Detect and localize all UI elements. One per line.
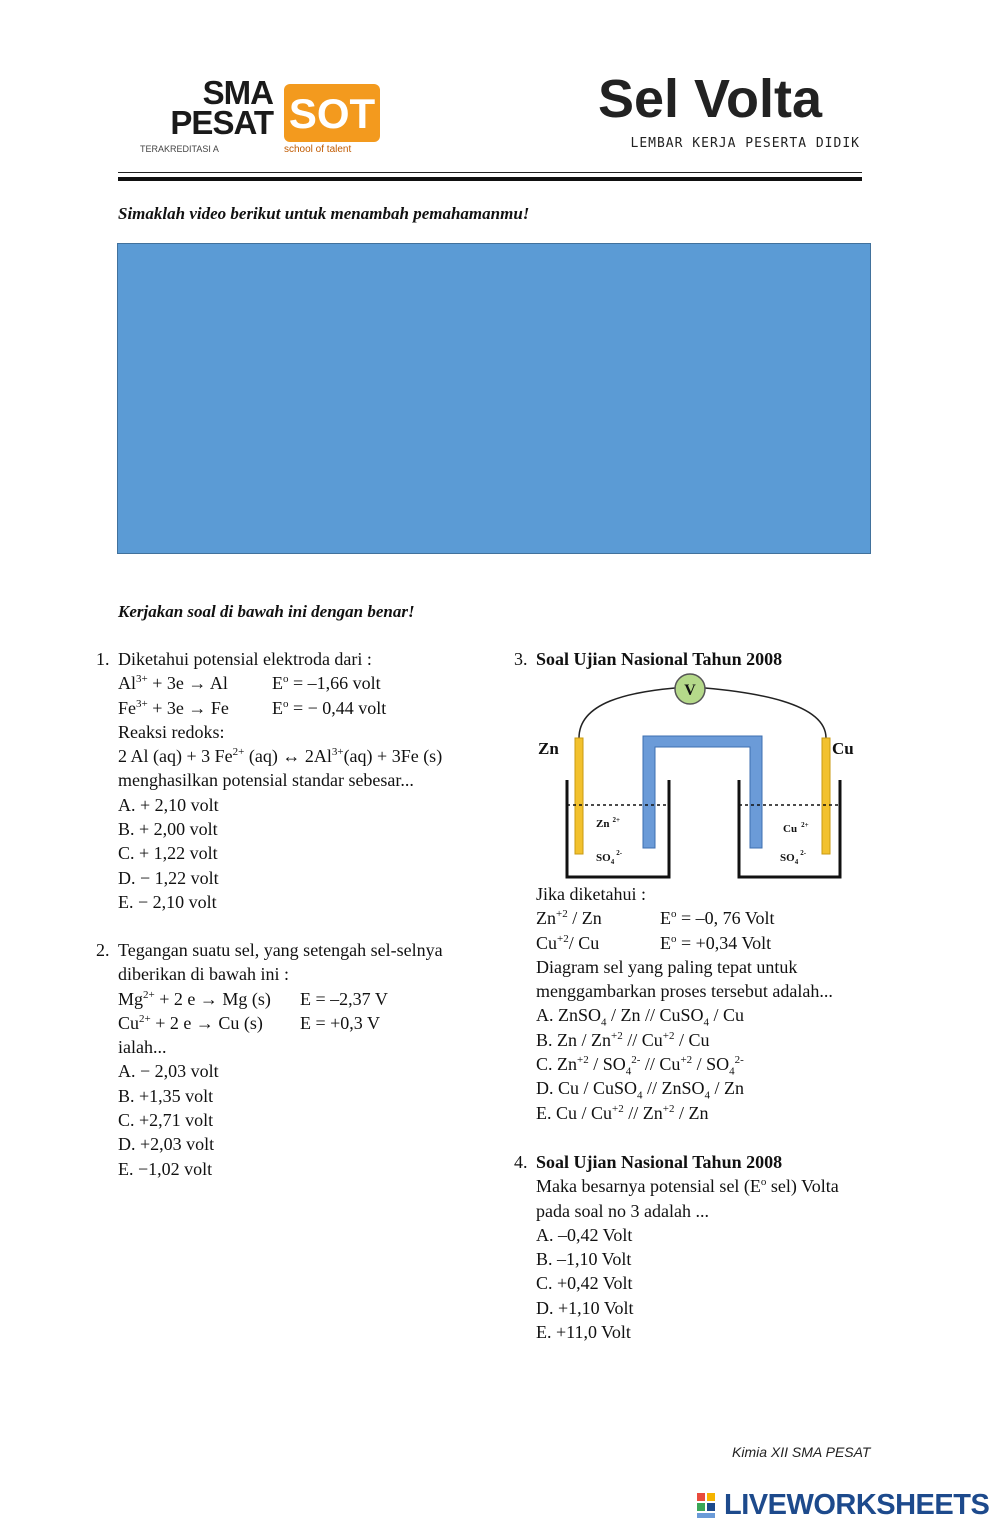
page-title: Sel Volta: [597, 69, 823, 129]
q1-half-reaction-2: $Fe^{3+} + 3e \to Fe$ $E^o$ = − 0,44 volt: [118, 697, 387, 718]
answer-option[interactable]: D. +1,10 Volt: [536, 1297, 634, 1318]
cu-electrode-label: Cu: [832, 739, 854, 758]
q1-intro: Diketahui potensial elektroda dari :: [118, 649, 372, 669]
answer-option[interactable]: A. − 2,03 volt: [118, 1061, 219, 1082]
video-placeholder[interactable]: [117, 243, 871, 554]
q4-line-2: pada soal no 3 adalah ...: [536, 1200, 709, 1221]
q1-question: menghasilkan potensial standar sebesar...: [118, 770, 414, 791]
logo-line-pesat: PESAT: [170, 104, 273, 141]
q3-question-line-2: menggambarkan proses tersebut adalah...: [536, 981, 833, 1002]
left-sulfate-label: $SO_4^{2-}$: [596, 849, 623, 866]
page-subtitle: LEMBAR KERJA PESERTA DIDIK: [630, 136, 860, 151]
sot-logo-icon: [282, 82, 382, 154]
answer-option[interactable]: B. + 2,00 volt: [118, 819, 218, 840]
q1-redox-label: Reaksi redoks:: [118, 721, 225, 742]
q2-ialah: ialah...: [118, 1037, 167, 1058]
voltmeter-label: V: [684, 682, 696, 699]
answer-option[interactable]: C. +0,42 Volt: [536, 1273, 633, 1294]
q4-line-1: Maka besarnya potensial sel ($E^o$ sel) Volta: [536, 1176, 839, 1197]
q3-question-line-1: Diagram sel yang paling tepat untuk: [536, 956, 798, 977]
school-logo-text: [148, 74, 273, 141]
right-sulfate-label: $SO_4^{2-}$: [780, 849, 807, 866]
logo-sot-text: SOT: [288, 90, 376, 137]
video-instruction: Simaklah video berikut untuk menambah pemahamanmu!: [118, 204, 530, 223]
answer-option[interactable]: A. ZnSO$_4$ / Zn // CuSO$_4$ / Cu: [536, 1005, 745, 1030]
question-1: [96, 647, 498, 914]
logo-line-sma: SMA: [202, 74, 273, 111]
question-number: 3.: [514, 649, 528, 669]
answer-option[interactable]: C. +2,71 volt: [118, 1110, 214, 1131]
q2-line-2: diberikan di bawah ini :: [118, 964, 289, 985]
answer-option[interactable]: B. –1,10 Volt: [536, 1249, 632, 1270]
q2-half-reaction-1: $Mg^{2+} + 2$ e → Mg (s) E = –2,37 V: [118, 988, 388, 1009]
answer-option[interactable]: C. $Zn^{+2} / SO_4^{2-} // Cu^{+2} / SO_4^{2-}$: [536, 1054, 744, 1078]
q3-title: Soal Ujian Nasional Tahun 2008: [536, 649, 783, 669]
liveworksheets-logo-icon: [697, 1493, 725, 1519]
question-3-header: [514, 647, 896, 671]
answer-option[interactable]: D. − 1,22 volt: [118, 867, 219, 888]
answer-option[interactable]: B. +1,35 volt: [118, 1085, 214, 1106]
q3-known-label: Jika diketahui :: [536, 884, 646, 904]
answer-option[interactable]: E. −1,02 volt: [118, 1158, 213, 1179]
salt-bridge: [643, 736, 762, 848]
answer-option[interactable]: B. Zn / $Zn^{+2} // Cu^{+2}$ / Cu: [536, 1029, 710, 1050]
logo-accreditation: TERAKREDITASI A: [140, 144, 219, 154]
answer-option[interactable]: C. + 1,22 volt: [118, 843, 218, 864]
cu-ion-label: Cu $^{2+}$: [783, 821, 809, 835]
answer-option[interactable]: A. –0,42 Volt: [536, 1224, 633, 1245]
q2-line-1: Tegangan suatu sel, yang setengah sel-selnya: [118, 940, 443, 960]
question-4: [514, 1150, 896, 1344]
zn-ion-label: Zn $^{2+}$: [596, 816, 620, 830]
zn-electrode-label: Zn: [538, 739, 559, 758]
answer-option[interactable]: E. Cu / $Cu^{+2} // Zn^{+2}$ / Zn: [536, 1102, 709, 1123]
liveworksheets-brand[interactable]: LIVEWORKSHEETS: [724, 1489, 990, 1521]
header-divider-thick: [118, 177, 862, 181]
q3-known-cu: $Cu^{+2}/$ Cu $E^o = +0,34$ Volt: [536, 932, 772, 953]
zn-electrode: [575, 738, 583, 854]
voltaic-cell-diagram: [530, 672, 870, 884]
cu-electrode: [822, 738, 830, 854]
q1-redox-equation: 2 Al (aq) + 3 $Fe^{2+}$ (aq) ↔ $2Al^{3+}(aq) + 3Fe$ (s): [118, 746, 443, 767]
question-3-body: [536, 882, 896, 1125]
q3-known-zn: $Zn^{+2}$ / Zn $E^o = -0$, 76 Volt: [536, 908, 775, 929]
task-instruction: Kerjakan soal di bawah ini dengan benar!: [118, 602, 415, 621]
answer-option[interactable]: E. − 2,10 volt: [118, 891, 217, 912]
answer-option[interactable]: D. Cu / CuSO$_4$ // ZnSO$_4$ / Zn: [536, 1078, 745, 1102]
header-divider-thin: [118, 172, 862, 173]
question-number: 1.: [96, 649, 110, 669]
question-number: 2.: [96, 940, 110, 960]
answer-option[interactable]: E. +11,0 Volt: [536, 1322, 631, 1343]
q1-half-reaction-1: $Al^{3+} + 3e \to Al$ $E^o = -1,66$ volt: [118, 673, 381, 694]
logo-school-text: school of talent: [284, 144, 352, 154]
page-footer: Kimia XII SMA PESAT: [732, 1444, 871, 1460]
question-2: [96, 938, 498, 1181]
answer-option[interactable]: A. + 2,10 volt: [118, 794, 219, 815]
q2-half-reaction-2: $Cu^{2+} + 2$ e → Cu (s) E = +0,3 V: [118, 1012, 380, 1033]
answer-option[interactable]: D. +2,03 volt: [118, 1134, 215, 1155]
question-number: 4.: [514, 1152, 528, 1172]
q4-title: Soal Ujian Nasional Tahun 2008: [536, 1152, 783, 1172]
